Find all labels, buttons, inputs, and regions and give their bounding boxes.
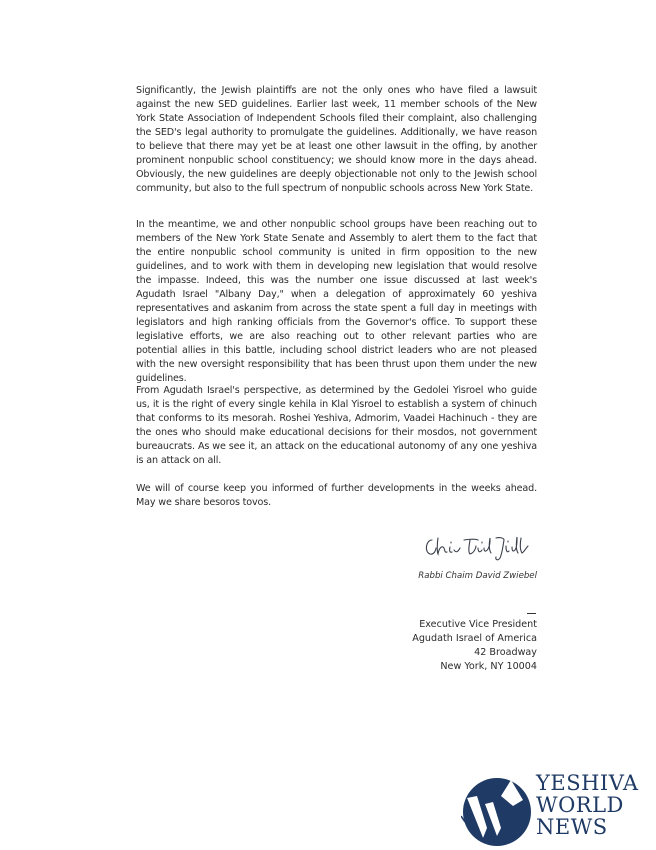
yeshiva-world-news-watermark	[461, 772, 656, 850]
logo-word-yeshiva: YESHIVA	[536, 771, 639, 795]
signature-divider	[527, 613, 536, 614]
letter-paragraph-perspective	[136, 384, 537, 468]
handwritten-signature	[420, 530, 530, 562]
letter-paragraph-closing	[136, 482, 537, 510]
signatory-title: Executive Vice President	[419, 619, 537, 630]
ywn-logo-text	[536, 772, 639, 838]
address-city: New York, NY 10004	[440, 661, 537, 672]
signatory-name: Rabbi Chaim David Zwiebel	[418, 571, 537, 581]
paragraph-text: In the meantime, we and other nonpublic school groups have been reaching out to members of the New York State Senate and Assembly to alert them to the fact that the entire nonpublic school community is united in firm opposition to the new guidelines, and to work with them in developing new legislation that would resolve the impasse. Indeed, this was the number one issue discussed at last week's Agudath Israel "Albany Day," when a delegation of approximately 60 yeshiva representatives and askanim from across the state spent a full day in meetings with legislators and high ranking officials from the Governor's office. To support these legislative efforts, we are also reaching out to other relevant parties who are potential allies in this battle, including school district leaders who are not pleased with the new oversight responsibility that has been thrust upon them under the new guidelines.	[136, 219, 537, 384]
organization-name: Agudath Israel of America	[412, 633, 537, 644]
paragraph-text: We will of course keep you informed of further developments in the weeks ahead. May we share besoros tovos.	[136, 483, 537, 508]
logo-word-world: WORLD	[536, 793, 624, 817]
signature-block	[412, 618, 537, 674]
letter-paragraph-lawsuits	[136, 84, 537, 196]
paragraph-text: From Agudath Israel's perspective, as determined by the Gedolei Yisroel who guide us, it is the right of every single kehila in Klal Yisroel to establish a system of chinuch that conforms to its mesorah. Roshei Yeshiva, Admorim, Vaadei Hachinuch - they are the ones who should make educational decisions for their mosdos, not government bureaucrats. As we see it, an attack on the educational autonomy of any one yeshiva is an attack on all.	[136, 385, 537, 466]
logo-word-news: NEWS	[536, 815, 608, 839]
letter-paragraph-legislative-outreach	[136, 218, 537, 386]
address-street: 42 Broadway	[474, 647, 537, 658]
ywn-logo-icon	[461, 776, 533, 848]
paragraph-text: Significantly, the Jewish plaintiffs are not the only ones who have filed a lawsuit against the new SED guidelines. Earlier last week, 11 member schools of the New York State Association of Independent Schools filed their complaint, also challenging the SED's legal authority to promulgate the guidelines. Additionally, we have reason to believe that there may yet be at least one other lawsuit in the offing, by another prominent nonpublic school constituency; we should know more in the days ahead. Obviously, the new guidelines are deeply objectionable not only to the Jewish school community, but also to the full spectrum of nonpublic schools across New York State.	[136, 85, 537, 194]
